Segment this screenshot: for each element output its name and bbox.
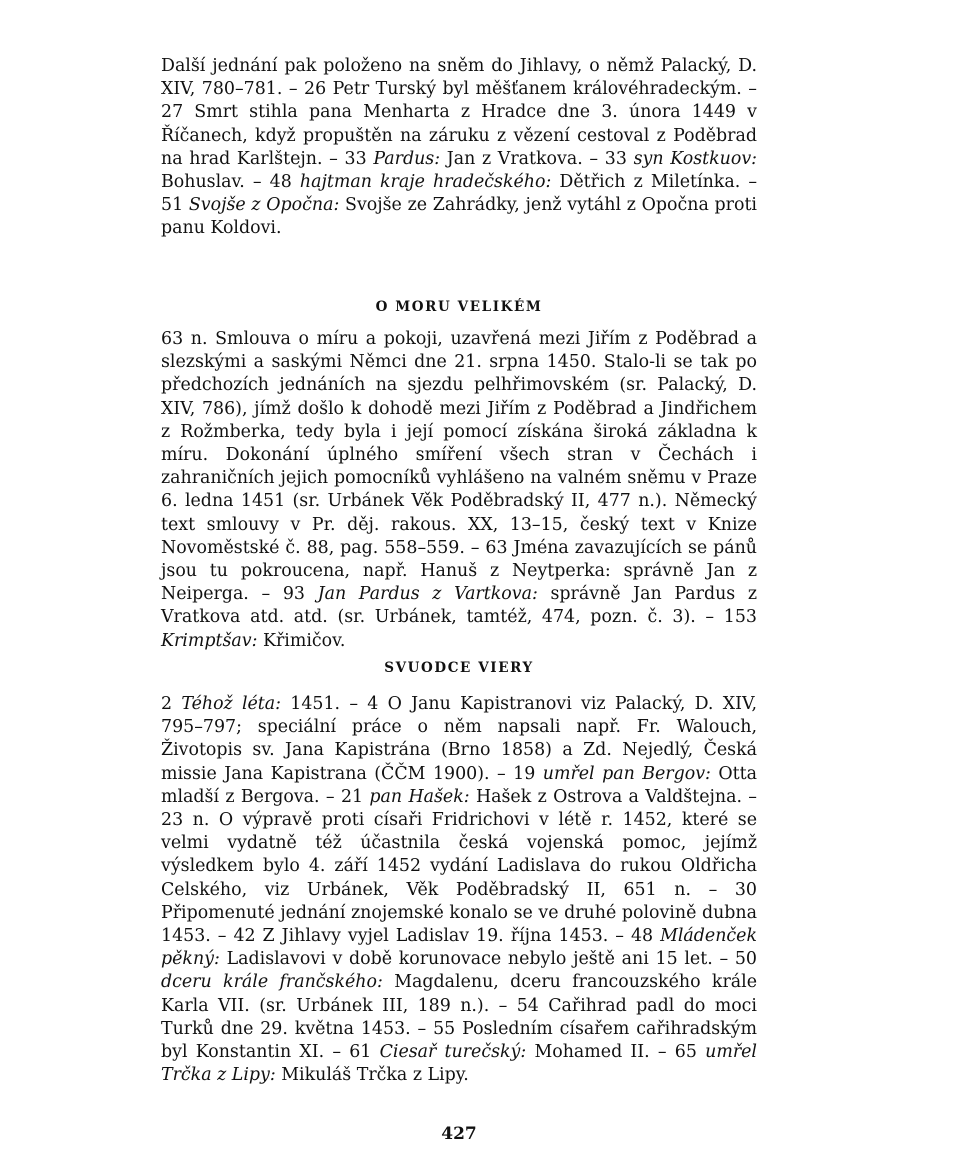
text-segment: Svojše ze Zahrádky, jenž vytáhl z Opočna proti panu Koldovi. [161, 195, 757, 239]
section-heading-moru: O MORU VELIKÉM [375, 299, 543, 315]
text-segment: Mikuláš Trčka z Lipy. [275, 1065, 469, 1086]
text-segment: Bohuslav. – 48 [161, 172, 300, 193]
italic-term: umřel Trčka z Lipy: [161, 1042, 757, 1086]
text-segment: Další jednání pak položeno na sněm do Jihlavy, o němž Palacký, D. XIV, 780–781. – 26 Petr Turský byl měšťanem královéhradeckým. – 27 Smrt stihla pana Menharta z Hradce dne 3. února 1449 v Říčanech, když propuštěn na záruku z vězení cestoval z Poděbrad na hrad Karlštejn. – 33 [161, 56, 757, 169]
italic-term: Pardus: [373, 148, 441, 169]
italic-term: hajtman kraje hradečského: [299, 172, 552, 193]
text-segment: 1451. – 4 O Janu Kapistranovi viz Palacký, D. XIV, 795–797; speciální práce o něm napsali např. Fr. Walouch, Životopis sv. Jana Kapistrána (Brno 1858) a Zd. Nejedlý, Česká missie Jana Kapistrana (ČČM 1900). – 19 [161, 694, 758, 784]
text-segment: Ladislavovi v době korunovace nebylo ještě ani 15 let. – 50 [219, 949, 757, 970]
italic-term: syn Kostkuov: [633, 148, 758, 169]
page-number: 427 [441, 1124, 477, 1144]
paragraph-viery [161, 693, 757, 1087]
text-segment: 2 [161, 694, 182, 714]
text-segment: Dětřich z Miletínka. – 51 [161, 172, 758, 216]
text-segment: Otta mladší z Bergova. – 21 [161, 763, 757, 807]
italic-term: Svojše z Opočna: [188, 195, 340, 216]
text-segment: Hašek z Ostrova a Valdštejna. – 23 n. O výpravě proti císaři Fridrichovi v létě r. 1452, které se velmi vydatně též účastnila česká vojenská pomoc, jejímž výsledkem bylo 4. září 1452 vydání Ladislava do rukou Oldřicha Celského, viz Urbánek, Věk Poděbradský II, 651 n. – 30 Připomenuté jednání znojemské konalo se ve druhé polovině dubna 1453. – 42 Z Jihlavy vyjel Ladislav 19. října 1453. – 48 [161, 786, 757, 947]
italic-term: umřel pan Bergov: [542, 763, 711, 784]
text-segment: správně Jan Pardus z Vratkova atd. atd. (sr. Urbánek, tamtéž, 474, pozn. č. 3). – 153 [161, 584, 758, 628]
paragraph-moru [161, 328, 757, 653]
italic-term: Ciesař turečský: [379, 1042, 527, 1063]
italic-term: Téhož léta: [181, 694, 282, 714]
text-segment: 63 n. Smlouva o míru a pokoji, uzavřená mezi Jiřím z Poděbrad a slezskými a saskými Němci dne 21. srpna 1450. Stalo-li se tak po předchozích jednáních na sjezdu pelhřimovském (sr. Palacký, D. XIV, 786), jímž došlo k dohodě mezi Jiřím z Poděbrad a Jindřichem z Rožmberka, tedy byla i její pomocí získána široká základna k míru. Dokonání úplného smíření všech stran v Čechách i zahraničních jejich pomocníků vyhlášeno na valném sněmu v Praze 6. ledna 1451 (sr. Urbánek Věk Poděbradský II, 477 n.). Německý text smlouvy v Pr. děj. rakous. XX, 13–15, český text v Knize Novoměstské č. 88, pag. 558–559. – 63 Jména zavazujících se pánů jsou tu pokroucena, např. Hanuš z Neytperka: správně Jan z Neiperga. – 93 [161, 329, 757, 605]
text-segment: Magdalenu, dceru francouzského krále Karla VII. (sr. Urbánek III, 189 n.). – 54 Cařihrad padl do moci Turků dne 29. května 1453. – 55 Posledním císařem cařihradským byl Konstantin XI. – 61 [161, 972, 757, 1063]
text-segment: Mohamed II. – 65 [526, 1042, 706, 1063]
text-segment: Křimičov. [257, 630, 346, 651]
italic-term: pan Hašek: [369, 786, 470, 807]
text-segment: Jan z Vratkova. – 33 [440, 148, 634, 169]
italic-term: Krimptšav: [161, 630, 258, 651]
italic-term: dceru krále frančského: [161, 972, 383, 993]
italic-term: Jan Pardus z Vartkova: [317, 584, 538, 605]
paragraph-intro [161, 55, 757, 241]
italic-term: Mládenček pěkný: [161, 926, 757, 970]
section-heading-viery: SVUODCE VIERY [384, 660, 534, 676]
